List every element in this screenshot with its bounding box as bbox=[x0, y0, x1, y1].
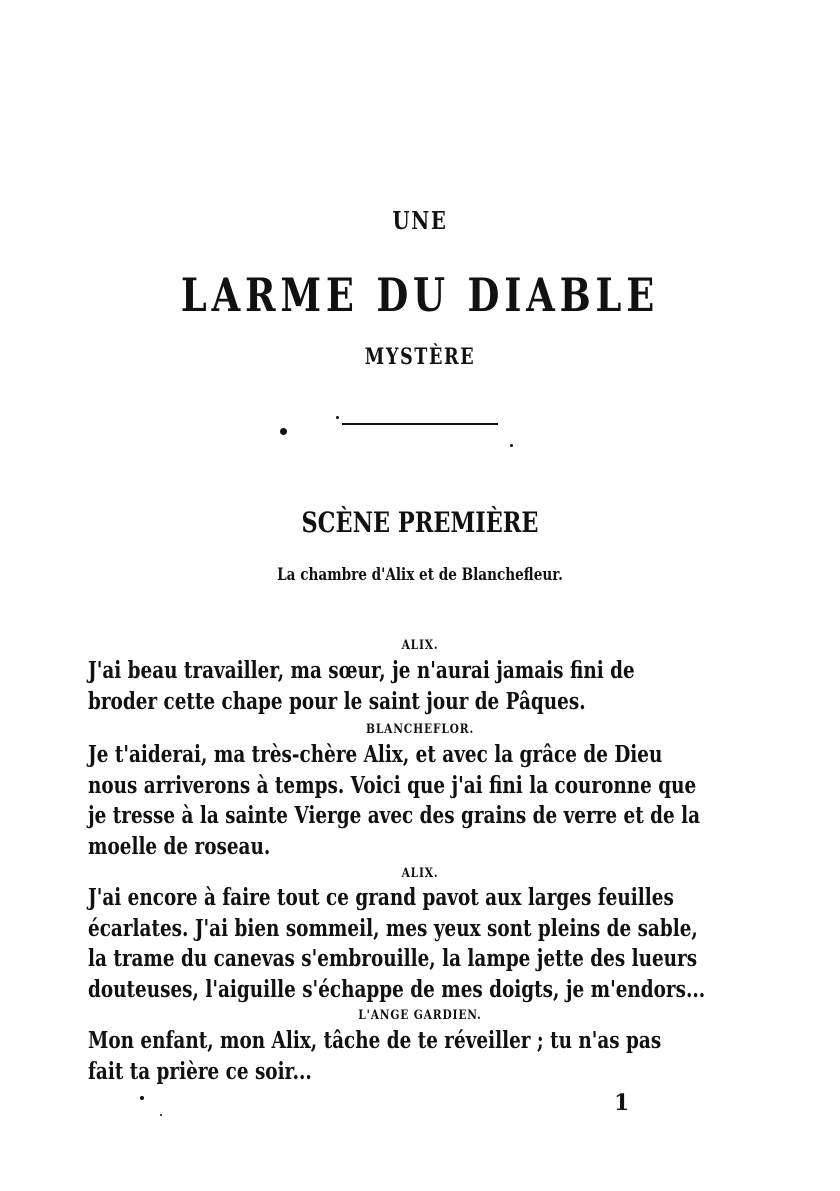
speaker-name: ALIX. bbox=[401, 638, 439, 653]
text-line: nous arriverons à temps. Voici que j'ai fini la couronne que bbox=[88, 771, 697, 799]
ink-speck bbox=[336, 416, 339, 419]
title-divider bbox=[342, 423, 498, 425]
dialogue-paragraph bbox=[88, 740, 700, 862]
text-line: fait ta prière ce soir... bbox=[88, 1057, 312, 1085]
dialogue-paragraph bbox=[88, 883, 706, 1005]
ink-speck bbox=[140, 1096, 144, 1100]
title-prefix: UNE bbox=[392, 206, 448, 235]
ink-speck bbox=[160, 1114, 162, 1116]
ink-speck bbox=[280, 428, 287, 435]
page-number: 1 bbox=[614, 1090, 630, 1116]
text-line: je tresse à la sainte Vierge avec des grains de verre et de la bbox=[88, 802, 700, 829]
scene-heading: SCÈNE PREMIÈRE bbox=[301, 506, 539, 539]
scene-location: La chambre d'Alix et de Blanchefleur. bbox=[277, 565, 563, 585]
speaker-name: BLANCHEFLOR. bbox=[366, 722, 474, 737]
text-line: broder cette chape pour le saint jour de Pâques. bbox=[88, 687, 586, 715]
subtitle: MYSTÈRE bbox=[364, 344, 476, 370]
text-line: J'ai encore à faire tout ce grand pavot aux larges feuilles bbox=[88, 884, 674, 911]
text-line: écarlates. J'ai bien sommeil, mes yeux sont pleins de sable, bbox=[88, 914, 698, 942]
dialogue-paragraph bbox=[88, 656, 686, 717]
text-line: douteuses, l'aiguille s'échappe de mes doigts, je m'endors... bbox=[88, 975, 706, 1003]
text-line: la trame du canevas s'embrouille, la lampe jette des lueurs bbox=[88, 945, 698, 972]
text-line: Je t'aiderai, ma très-chère Alix, et avec la grâce de Dieu bbox=[88, 741, 663, 768]
text-line: Mon enfant, mon Alix, tâche de te réveiller ; tu n'as pas bbox=[88, 1027, 662, 1054]
speaker-name: ALIX. bbox=[401, 866, 439, 881]
text-line: J'ai beau travailler, ma sœur, je n'aurai jamais fini de bbox=[88, 657, 635, 684]
main-title: LARME DU DIABLE bbox=[180, 268, 660, 322]
dialogue-paragraph bbox=[88, 1026, 686, 1087]
ink-speck bbox=[510, 444, 513, 447]
text-line: moelle de roseau. bbox=[88, 832, 271, 860]
speaker-name: L'ANGE GARDIEN. bbox=[358, 1008, 482, 1023]
